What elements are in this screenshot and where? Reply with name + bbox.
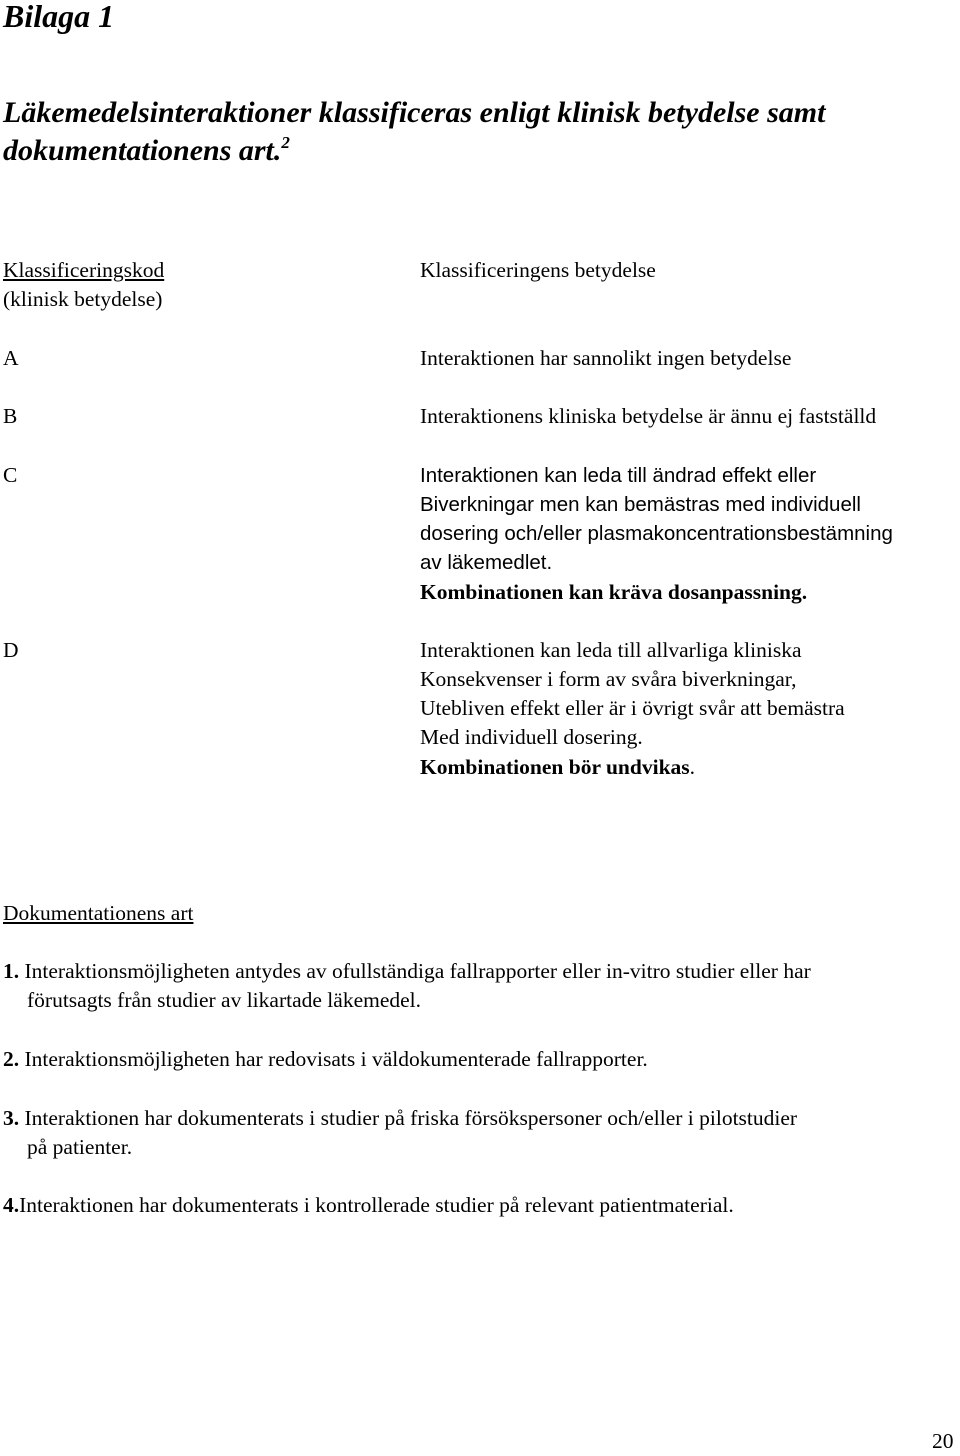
documentation-item-text: Interaktionsmöjligheten har redovisats i väldokumenterade fallrapporter. <box>19 1047 648 1071</box>
documentation-item-continuation: förutsagts från studier av likartade läkemedel. <box>27 988 422 1012</box>
classification-code-c: C <box>3 463 18 487</box>
classification-meaning-a: Interaktionen har sannolikt ingen betydelse <box>420 346 792 370</box>
documentation-item <box>3 1045 648 1074</box>
code-column-header-subtitle: (klinisk betydelse) <box>3 287 163 311</box>
documentation-item-number: 2. <box>3 1047 20 1071</box>
classification-conclusion-d-text: Kombinationen bör undvikas <box>420 755 690 779</box>
documentation-item-number: 3. <box>3 1106 20 1130</box>
documentation-item-number: 4. <box>3 1193 20 1217</box>
meaning-column-header: Klassificeringens betydelse <box>420 258 656 282</box>
documentation-item-text: Interaktionsmöjligheten antydes av ofullständiga fallrapporter eller in-vitro studier eller har <box>19 959 811 983</box>
documentation-item-number: 1. <box>3 959 20 983</box>
documentation-item-continuation: på patienter. <box>27 1135 133 1159</box>
classification-meaning-c-line: Interaktionen kan leda till ändrad effekt eller <box>420 464 817 487</box>
documentation-item <box>3 957 811 986</box>
classification-code-a: A <box>3 346 19 370</box>
documentation-item-text: Interaktionen har dokumenterats i studier på friska försökspersoner och/eller i pilotstudier <box>19 1106 798 1130</box>
documentation-item <box>3 1191 734 1220</box>
footnote-reference: 2 <box>281 133 290 152</box>
classification-meaning-c-line: Biverkningar men kan bemästras med individuell <box>420 493 861 516</box>
classification-meaning-d-line: Interaktionen kan leda till allvarliga kliniska <box>420 638 802 662</box>
classification-meaning-b: Interaktionens kliniska betydelse är ännu ej fastställd <box>420 404 877 428</box>
classification-meaning-c-line: dosering och/eller plasmakoncentrationsbestämning <box>420 522 893 545</box>
classification-meaning-c-line: av läkemedlet. <box>420 551 553 574</box>
documentation-item <box>3 1104 797 1133</box>
classification-meaning-d-line: Med individuell dosering. <box>420 725 643 749</box>
classification-meaning-d-line: Utebliven effekt eller är i övrigt svår att bemästra <box>420 696 845 720</box>
documentation-item-text: Interaktionen har dokumenterats i kontrollerade studier på relevant patientmaterial. <box>19 1193 734 1217</box>
classification-conclusion-c: Kombinationen kan kräva dosanpassning. <box>420 580 808 604</box>
classification-conclusion-d <box>420 753 695 782</box>
document-title <box>3 94 953 170</box>
code-column-header: Klassificeringskod <box>3 258 165 282</box>
classification-conclusion-d-period: . <box>689 755 696 779</box>
classification-code-b: B <box>3 404 18 428</box>
classification-meaning-d-line: Konsekvenser i form av svåra biverkningar, <box>420 667 797 691</box>
page-heading: Bilaga 1 <box>3 0 115 34</box>
page-number: 20 <box>932 1429 954 1453</box>
documentation-heading: Dokumentationens art <box>3 901 194 925</box>
classification-code-d: D <box>3 638 19 662</box>
document-title-text: Läkemedelsinteraktioner klassificeras enligt klinisk betydelse samt dokumentationens art. <box>3 96 826 167</box>
